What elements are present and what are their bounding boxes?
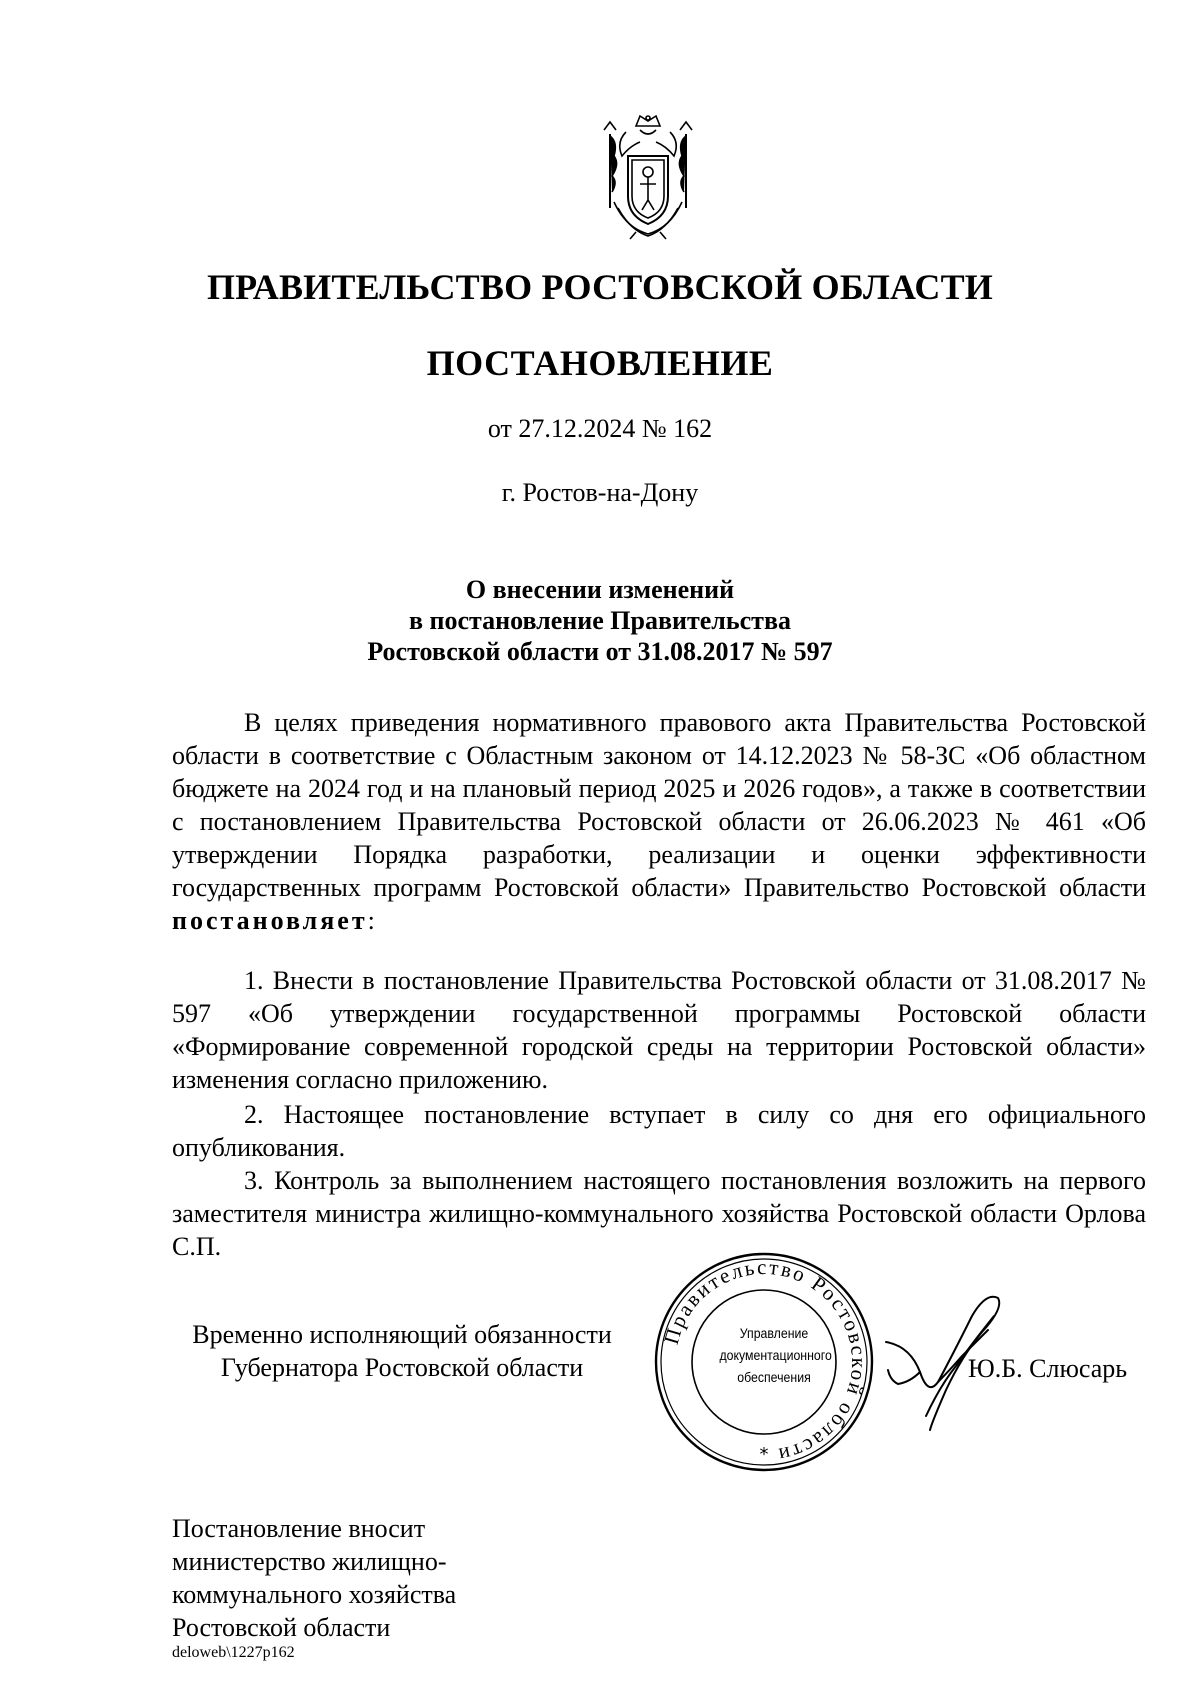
stamp-center-line: обеспечения — [737, 1369, 811, 1385]
signer-position-line: Губернатора Ростовской области — [220, 1353, 584, 1382]
resolution-item-3: 3. Контроль за выполнением настоящего постановления возложить на первого заместителя министра жилищно-коммунального хозяйства Ростовской области Орлова С.П. — [172, 1166, 1146, 1261]
subject-line: в постановление Правительства — [408, 606, 791, 635]
signer-position — [172, 1318, 632, 1384]
submitter-line: министерство жилищно- — [172, 1547, 447, 1576]
submitter-line: Ростовской области — [172, 1613, 391, 1642]
preamble-paragraph — [172, 706, 1146, 937]
submitter-note — [172, 1512, 456, 1644]
submitter-line: коммунального хозяйства — [172, 1580, 457, 1609]
stamp-center-line: документационного — [719, 1347, 832, 1363]
document-subject — [0, 574, 1200, 667]
svg-text:*: * — [759, 1444, 769, 1465]
subject-line: О внесении изменений — [465, 575, 735, 604]
signer-position-line: Временно исполняющий обязанности — [192, 1320, 612, 1349]
stamp-center-line: Управление — [739, 1325, 809, 1341]
stamp-ring-text: Правительство Ростовской области — [658, 1254, 872, 1469]
document-city: г. Ростов-на-Дону — [501, 478, 699, 507]
document-code: deloweb\1227p162 — [172, 1644, 295, 1661]
document-type: ПОСТАНОВЛЕНИЕ — [426, 343, 774, 383]
signer-name: Ю.Б. Слюсарь — [968, 1354, 1128, 1383]
coat-of-arms-icon — [596, 112, 700, 240]
submitter-line: Постановление вносит — [172, 1514, 426, 1543]
government-title: ПРАВИТЕЛЬСТВО РОСТОВСКОЙ ОБЛАСТИ — [206, 267, 994, 307]
resolution-item-1: 1. Внести в постановление Правительства Ростовской области от 31.08.2017 № 597 «Об утверждении государственной программы Ростовской области «Формирование современной городской среды на территории Ростовской области» изменения согласно приложению. — [172, 966, 1146, 1094]
preamble-text: В целях приведения нормативного правового акта Правительства Ростовской области в соответствие с Областным законом от 14.12.2023 № 58-ЗС «Об областном бюджете на 2024 год и на плановый период 2025 и 2026 годов», а также в соответствии с постановлением Правительства Ростовской области от 26.06.2023 № 461 «Об утверждении Порядка разработки, реализации и оценки эффективности государственных программ Ростовской области» Правительство Ростовской области — [172, 708, 1146, 902]
resolves-word: постановляет — [172, 906, 368, 935]
preamble-colon: : — [367, 906, 375, 935]
subject-line: Ростовской области от 31.08.2017 № 597 — [367, 637, 833, 666]
stamp-center-text — [719, 1322, 832, 1388]
document-date-number: от 27.12.2024 № 162 — [487, 414, 713, 443]
resolution-item-2: 2. Настоящее постановление вступает в силу со дня его официального опубликования. — [172, 1100, 1146, 1162]
